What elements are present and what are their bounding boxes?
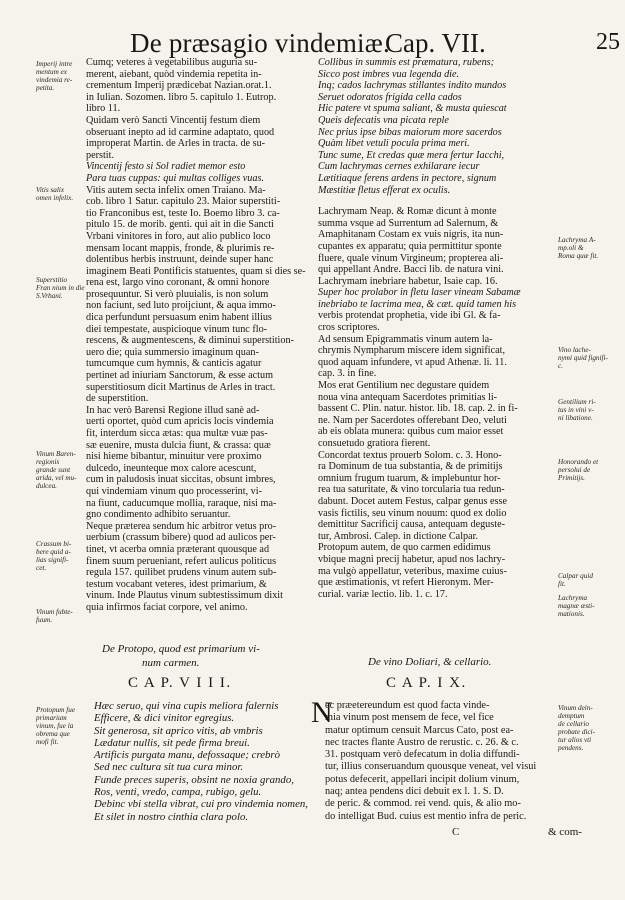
left-margin-note: Vinum Baren- regionis grande sunt arida, vel mu- dulcea. [36,450,77,491]
text-line: Inq; cados lachrymas stillantes indito mundos [318,80,507,92]
text-line: Hic patere vt spuma saliant, & musta quiescat [318,103,507,115]
text-line: gno condimento adhibito seruantur. [86,509,231,521]
right-margin-note: Vino lache- nymi quid fignifi- c. [558,346,608,371]
text-line: cob. libro 1 Satur. capitulo 23. Maior superstiti- [86,196,281,208]
text-line: uerbium (crassum bibere) quod ad aulicos per- [86,532,276,544]
text-line: diei tempestate, auspicioque vinum tunc flo- [86,323,268,335]
text-line: perstit. [86,149,115,161]
text-line: Lædatur nullis, sit pede firma breui. [94,736,250,749]
text-line: ec præetereundum est quod facta vinde- [325,700,490,711]
left-margin-note: Vinum fubte- fuum. [36,608,73,625]
text-line: na fiunt, caducumque mollia, raraque, nisi ma- [86,497,277,509]
text-line: demittitur Sacrificij causa, antequam deguste- [318,519,505,531]
text-line: potus defecerit, appellari incipit dolium vinum, [325,773,520,785]
text-line: Lætitiaque ferens ardens in pectore, signum [318,172,497,184]
text-line: imaginem Beati Pontificis statuentes, quam si dies se- [86,265,306,277]
text-line: curial. variæ lectio. lib. 1. c. 17. [318,588,448,600]
chapter9-number: C A P. I X. [386,675,467,691]
drop-capital: N [311,696,333,729]
text-line: pertinet ad iniuriam Sanctorum, & esse actum [86,370,274,382]
text-line: chrymis Nympharum miscere idem significat, [318,345,506,357]
text-line: vinum. Inde Plautus vinum subtestissimum dixit [86,590,283,602]
text-line: dabunt. Docet autem Festus, calpar genus esse [318,495,507,507]
text-line: Funde preces superis, obsint ne noxia grando, [94,773,294,786]
text-line: de superstition. [86,393,149,405]
right-margin-note: Calpar quid fit. [558,572,593,589]
text-line: Sit generosa, sit aprico vitis, ab vmbris [94,724,263,737]
text-line: tumcumque cum hymnis, & canticis agatur [86,358,262,370]
paragraph-gap [318,196,543,206]
right-margin-note: Lachryma A- mp.oli & Roma quæ fit. [558,236,599,261]
text-line: cap. 3. in fine. [318,368,377,380]
text-line: mia vinum post mensem de fece, vel fice [325,712,494,724]
text-line: Queis defecatis vna picata reple [318,114,449,126]
text-line: Seruet odoratos frigida cella cados [318,91,462,103]
text-line: cros scriptores. [318,322,380,334]
right-column [318,57,543,600]
text-line: fluere, quale vinum Virgineum; propterea ali- [318,252,504,264]
text-line: in Iulian. Sozomen. libro 5. capitulo 1. Eutrop. [86,91,277,103]
text-line: Concordat textus prouerb Solom. c. 3. Hono- [318,449,502,461]
text-line: Mos erat Gentilium nec degustare quidem [318,380,490,392]
chapter8-heading-cont: num carmen. [142,657,200,669]
text-line: consuetudo gratiora fierent. [318,438,431,449]
text-line: Super hoc prolabor in fletu laser vineam Sabamæ [318,287,521,299]
left-margin-note: Imperij intre mentum ex vindemia re- petita. [36,60,73,93]
text-line: bassent C. Plin. natur. histor. lib. 18. cap. 2. in fi- [318,403,518,415]
left-column [86,57,318,614]
text-line: improperat Martin. de Arles in tracta. de su- [86,138,266,150]
right-margin-note: Honorando et persolui de Primitijs. [558,458,599,483]
text-line: superstitiosum dicit Martinus de Arles in tract. [86,381,276,393]
text-line: Cum lachrymas cernes exhilarare iecur [318,161,480,173]
text-line: Quidam verò Sancti Vincentij festum diem [86,114,261,126]
page-number: 25 [596,29,620,55]
text-line: testum vocabant veteres, idest primarium, & [86,578,267,590]
text-line: naq; antea pendens dici debuit ex l. 1. S. D. [325,786,504,798]
text-line: ra Dominum de tua substantia, & de primitijs [318,461,503,473]
text-line: noua vina antequam Sacerdotes primitias li- [318,391,498,403]
text-line: tur, illius conseruandum quousque veneat, vel visui [325,761,537,773]
text-line: Vincentij festo si Sol radiet memor esto [86,161,246,173]
text-line: Et silet in nostro cinthia clara polo. [94,810,249,823]
text-line: summa vsque ad Surrentum ad Salernum, & [318,217,499,229]
right-margin-note: Lachryma magnæ æsti- mationis. [558,594,595,619]
left-margin-note: Protopum fue primarium vinum, fue la obrema que mofi fit. [36,706,76,747]
text-line: vbique magni precij habetur, apud nos lachry- [318,553,506,565]
text-line: Cumq; veteres à vegetabilibus auguria su- [86,57,258,68]
text-line: Hæc seruo, qui vina cupis meliora falernis [94,700,279,712]
text-line: ma vulgò appellatur, veteribus, maxime cuius- [318,565,507,577]
text-line: Lachrymam inebriare habetur, Isaie cap. 16. [318,275,498,287]
text-line: rena est, largo vino coronant, & omni honore [86,277,270,289]
text-line: quod aquam infundere, vt apud Athenæ. li. 11. [318,356,507,368]
text-line: vasis fictilis, seu vinum nouum: quod ex dolio [318,507,507,519]
text-line: cupantes ex apparatu; quia permittitur sponte [318,240,502,252]
text-line: Debinc vbi stella vibrat, cui pro vindemia nomen, [94,798,308,811]
chapter8-heading: De Protopo, quod est primarium vi- [102,643,260,655]
text-line: finem suum perueniant, refert aulicus politicus [86,555,277,567]
text-line: prosequuntur. Si verò pluuialis, is non solum [86,288,269,300]
running-head [130,28,620,58]
signature-mark: C [452,826,460,838]
text-line: rea tua saturitate, & vino torcularia tua redun- [318,484,505,496]
text-line: Neque præterea sendum hic arbitror vetus pro- [86,520,277,532]
text-line: non faciunt, sed luto proijciunt, & aqua immo- [86,300,276,312]
chapter9-text [325,700,536,823]
right-margin-note: Vinum dein- demptum de cellario probate dici- tur alios vti pendens. [558,704,596,753]
text-line: de peric. & commod. rei vend. quis, & alio mo- [325,798,521,810]
text-line: inebriabo te lacrima mea, & cæt. quid tamen his [318,298,517,310]
text-line: tinet, vt acerba omnia præterant quousque ad [86,543,270,555]
chapter8-number: C A P. V I I I. [128,675,232,691]
text-line: cum in paludosis inuat siccitas, obsunt imbres, [86,474,276,486]
text-line: Ad sensum Epigrammatis vinum autem la- [318,333,493,345]
text-line: obseruant inepto ad id carmine adaptato, quod [86,126,275,138]
text-line: In hac verò Barensi Regione illud sanè ad- [86,404,260,416]
text-line: tio Franconibus est, teste Io. Boemo libro 3. ca- [86,207,280,219]
text-line: Para tuas cuppas: qui multas colliges vuas. [86,172,264,184]
text-line: regula 157. quilibet prudens vinum autem sub- [86,567,277,579]
text-line: Vrbani vinitores in foro, aut alio publico loco [86,230,271,242]
text-line: sæ euenire, musta dulcia fiunt, & crassa: quæ [86,439,271,451]
right-margin-note: Gentilium ri- tus in vini v- ni libatione. [558,398,596,423]
text-line: Tunc sume, Et credas quæ mera fertur Iacchi, [318,149,505,161]
text-line: merent, aiebant, quòd vindemia repetita in- [86,68,262,80]
text-line: nec tractes flante Austro de rerustic. c. 26. & c. [325,736,519,748]
text-line: uero die; quia summersio imaginum quan- [86,346,259,358]
text-line: fit, interdum sicca ætas: qua multæ vuæ pas- [86,428,268,439]
text-line: quia infirmos faciat corpore, vel animo. [86,601,248,613]
text-line: do intelligat Bud. cuius est mentio infra de peric. [325,810,527,822]
text-line: omnium frugum tuarum, & implebuntur hor- [318,472,501,484]
text-line: Quàm libet vetuli pocula prima meri. [318,138,470,150]
text-line: dulcedo, ineunteque mox calore acescunt, [86,462,257,474]
text-line: pitulo 15. de morib. genti. qui ait in die Sancti [86,219,274,231]
text-line: 31. postquam verò defecatum in dolia diffundi- [325,749,520,761]
text-line: uerti oportet, quòd cum apricis locis vindemia [86,416,274,428]
text-line: qui appellant Andre. Bacci lib. de natura vini. [318,264,504,276]
text-line: libro 11. [86,103,121,115]
text-line: nisi hieme bibantur, minuitur vere proximo [86,451,262,463]
text-line: rescens, & augmentescens, & diminui superstition- [86,335,294,347]
text-line: dica perfundunt persuasum enim habent illius [86,312,272,324]
text-line: verbis protendat prophetia, vide ibi Gl. & fa- [318,310,501,322]
text-line: crementum Imperij prædicebat Nazian.orat.1. [86,80,272,92]
text-line: Ros, venti, vredo, campa, rubigo, gelu. [94,786,262,799]
text-line: mensam locant mappis, fronde, & plurimis re- [86,242,275,254]
text-line: Protopum autem, de quo carmen edidimus [318,542,491,554]
catchword: & com- [548,826,582,838]
text-line: Artificis purgata manu, defossaque; crebrò [94,749,281,762]
text-line: Vitis autem secta infelix omen Traiano. Ma- [86,184,266,196]
text-line: Lachrymam Neap. & Romæ dicunt à monte [318,206,497,218]
text-line: Mæstitiæ fletus efferat ex oculis. [318,184,451,196]
text-line: dolentibus herbis instruunt, deinde super hanc [86,254,274,266]
text-line: Sed nec cultura sit tua cura minor. [94,761,244,774]
text-line: Efficere, & dici vinitor egregius. [94,712,235,725]
text-line: tur, Ambrosi. Calep. in dictione Calpar. [318,530,479,542]
text-line: que æstimationis, vt refert Hieronym. Mer- [318,577,494,589]
running-title: De præsagio vindemiæ. [130,28,390,58]
chapter8-poem [94,700,308,823]
text-line: Collibus in summis est præmatura, rubens; [318,57,495,68]
text-line: ab eis oblata munera: quibus cum maior esset [318,426,504,438]
text-line: Amaphitanam Costam ex vuis nigris, ita nun- [318,229,504,241]
left-margin-note: Vitis salix omen infelix. [36,186,74,203]
chapter9-heading: De vino Doliari, & cellario. [368,656,492,668]
running-chapter: Cap. VII. [385,28,486,58]
text-line: qui vindemiam vinum quo processerint, vi- [86,485,262,497]
text-line: ne. Nam per Sacerdotes offerebant Deo, veluti [318,414,507,426]
text-line: Sicco post imbres vua legenda die. [318,68,460,80]
left-margin-note: Superstitio Fran nium in die S.Vrbani. [36,276,85,301]
text-line: matur optimum censuit Marcus Cato, post ea- [325,724,514,736]
left-margin-note: Crassum bi- bere quid a- lias signifi- cet. [36,540,72,573]
text-line: Nec prius ipse bibas maiorum more sacerdos [318,126,502,138]
